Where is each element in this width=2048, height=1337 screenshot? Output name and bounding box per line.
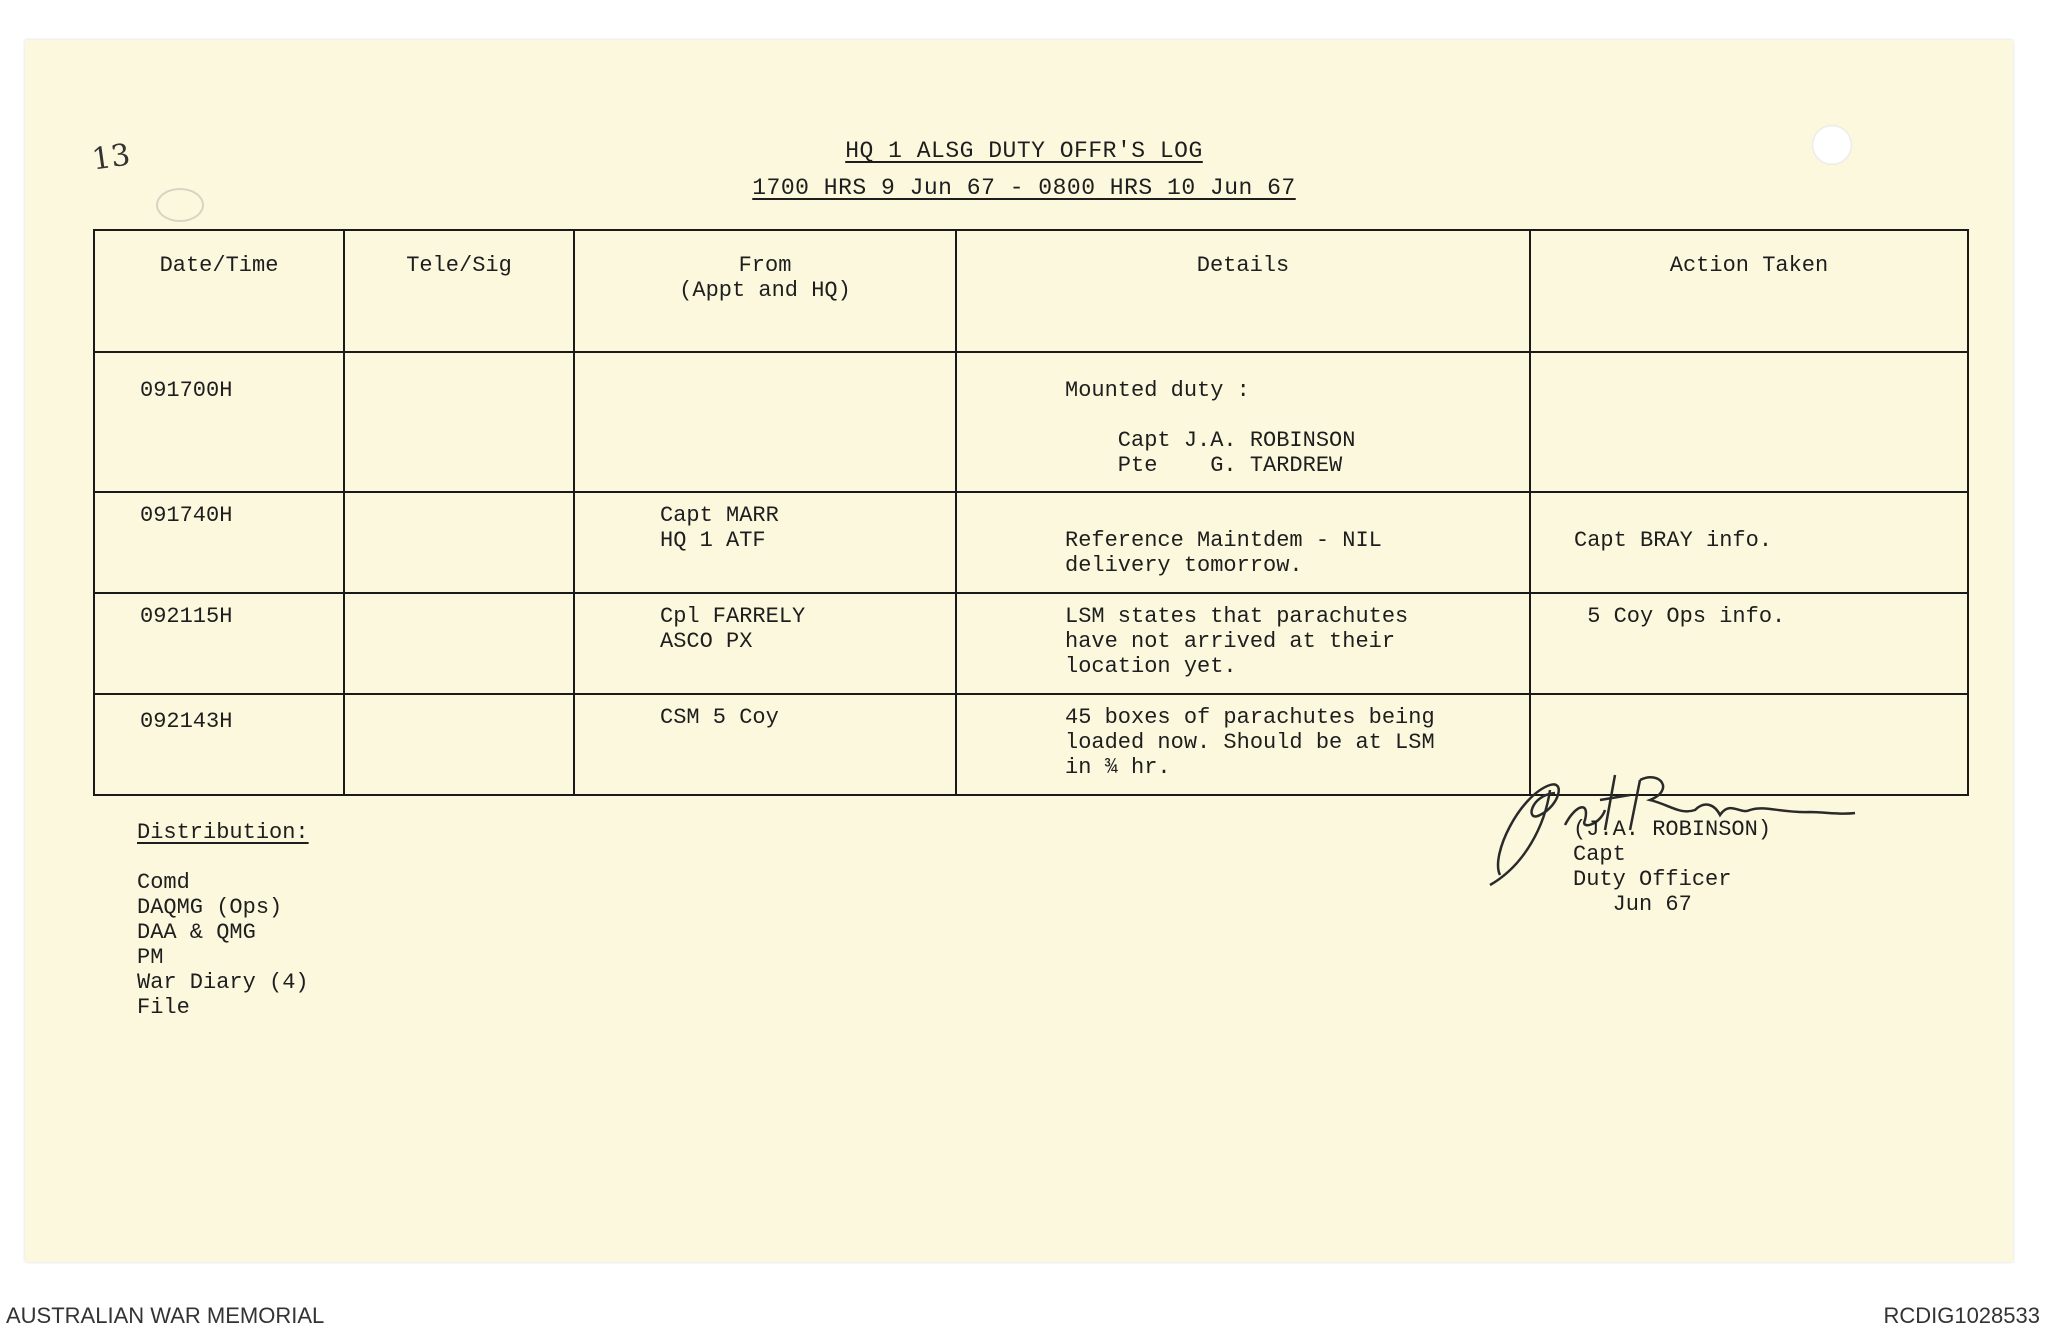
cell-telesig [344, 352, 574, 492]
cell-details: Mounted duty : Capt J.A. ROBINSON Pte G. TARDREW [956, 352, 1530, 492]
cell-action [1530, 352, 1968, 492]
cell-datetime: 091740H [94, 492, 344, 593]
distribution-title: Distribution: [137, 820, 309, 845]
log-period: 1700 HRS 9 Jun 67 - 0800 HRS 10 Jun 67 [752, 175, 1296, 201]
table-row [94, 492, 1968, 593]
cell-datetime: 092143H [94, 694, 344, 795]
table-row [94, 352, 1968, 492]
signature-block [1573, 817, 1771, 917]
list-item: PM [137, 945, 164, 970]
cell-from [574, 352, 956, 492]
cell-telesig [344, 694, 574, 795]
cell-details: Reference Maintdem - NIL delivery tomorrow. [956, 492, 1530, 593]
distribution-list [137, 870, 309, 1020]
signatory-name: (J.A. ROBINSON) [1573, 817, 1772, 842]
header-details: Details [956, 230, 1530, 352]
signatory-role: Duty Officer [1573, 867, 1732, 892]
header-action: Action Taken [1530, 230, 1968, 352]
log-title: HQ 1 ALSG DUTY OFFR'S LOG [845, 138, 1203, 164]
cell-datetime: 091700H [94, 352, 344, 492]
header-datetime: Date/Time [94, 230, 344, 352]
header-row [94, 230, 1968, 352]
signature-date: Jun 67 [1573, 892, 1692, 917]
list-item: DAA & QMG [137, 920, 256, 945]
signatory-rank: Capt [1573, 842, 1626, 867]
cell-datetime: 092115H [94, 593, 344, 694]
cell-action: Capt BRAY info. [1530, 492, 1968, 593]
cell-telesig [344, 593, 574, 694]
footer-source: AUSTRALIAN WAR MEMORIAL [6, 1303, 325, 1328]
header-from: From (Appt and HQ) [574, 230, 956, 352]
cell-from: Cpl FARRELY ASCO PX [574, 593, 956, 694]
list-item: War Diary (4) [137, 970, 309, 995]
cell-details: LSM states that parachutes have not arrived at their location yet. [956, 593, 1530, 694]
cell-from: CSM 5 Coy [574, 694, 956, 795]
table-row [94, 593, 1968, 694]
list-item: Comd [137, 870, 190, 895]
cell-action: 5 Coy Ops info. [1530, 593, 1968, 694]
cell-from: Capt MARR HQ 1 ATF [574, 492, 956, 593]
list-item: File [137, 995, 190, 1020]
corner-mark: 13 [89, 137, 133, 178]
header-telesig: Tele/Sig [344, 230, 574, 352]
cell-telesig [344, 492, 574, 593]
log-table [93, 229, 1969, 796]
list-item: DAQMG (Ops) [137, 895, 283, 920]
cell-details: 45 boxes of parachutes being loaded now. Should be at LSM in ¾ hr. [956, 694, 1530, 795]
footer-id: RCDIG1028533 [1883, 1303, 2040, 1328]
